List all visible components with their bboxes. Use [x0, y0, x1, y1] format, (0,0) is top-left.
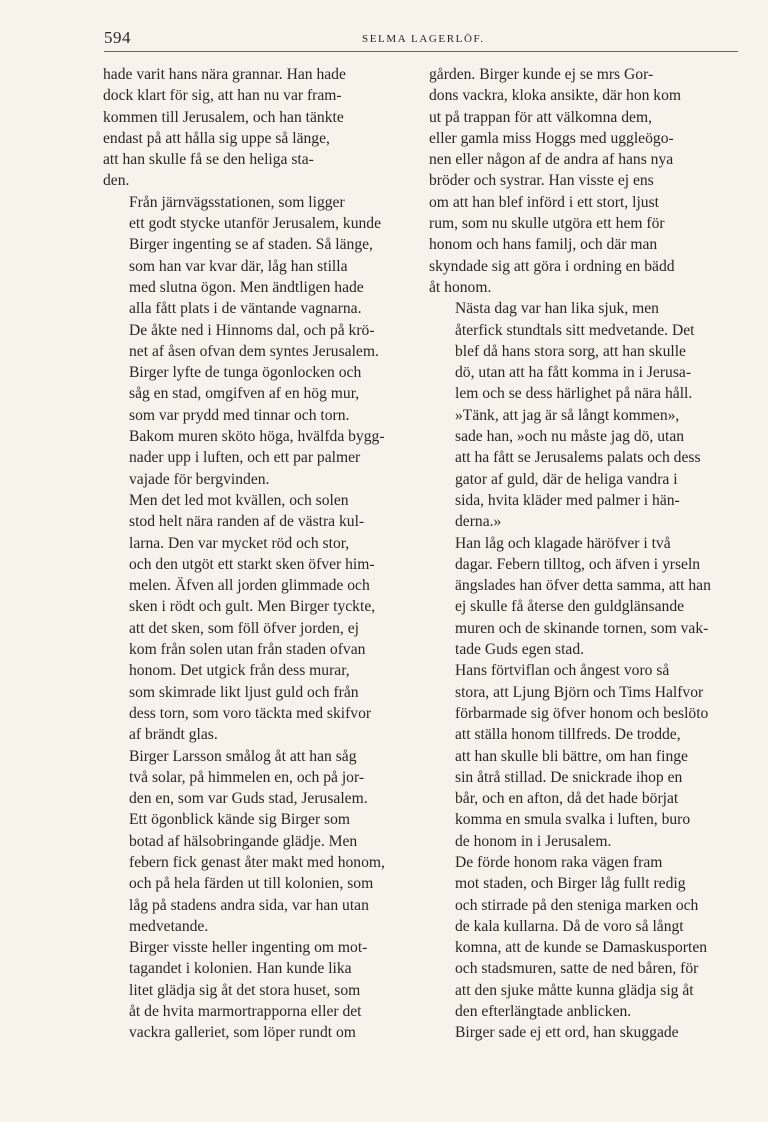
text-line: stora, att Ljung Björn och Tims Halfvor [455, 683, 704, 701]
text-line: åt de hvita marmortrapporna eller det [129, 1003, 362, 1021]
text-line: lem och se dess härlighet på nära håll. [455, 385, 693, 403]
text-line: att ha fått se Jerusalems palats och dess [455, 449, 701, 467]
text-line: alla fått plats i de väntande vagnarna. [129, 300, 362, 318]
text-line: litet glädja sig åt det stora huset, som [129, 981, 361, 999]
text-line: såg en stad, omgifven af en hög mur, [129, 385, 360, 403]
text-line: återfick stundtals sitt medvetande. Det [455, 321, 695, 339]
text-line: blef då hans stora sorg, att han skulle [455, 342, 686, 360]
text-line: ut på trappan för att välkomna dem, [429, 108, 653, 126]
text-line: bröder och systrar. Han visste ej ens [429, 172, 654, 190]
text-line: och på hela färden ut till kolonien, som [129, 875, 374, 893]
text-line: tade Guds egen stad. [455, 641, 585, 659]
text-line: två solar, på himmelen en, och på jor- [129, 768, 365, 786]
paragraph [429, 852, 737, 1022]
header-rule [104, 51, 738, 52]
text-line: derna.» [455, 513, 502, 531]
paragraph [429, 533, 737, 661]
text-line: kommen till Jerusalem, och han tänkte [103, 108, 344, 126]
text-line: om att han blef införd i ett stort, ljust [429, 193, 659, 211]
text-line: mot staden, och Birger låg fullt redig [455, 875, 686, 893]
text-line: att han skulle bli bättre, om han finge [455, 747, 688, 765]
text-line: sin åtrå stillad. De snickrade ihop en [455, 768, 683, 786]
text-line: skyndade sig att göra i ordning en bädd [429, 257, 675, 275]
page-number: 594 [104, 28, 131, 47]
paragraph [429, 660, 737, 852]
text-line: sida, hvita kläder med palmer i hän- [455, 491, 680, 509]
text-line: den efterlängtade anblicken. [455, 1003, 632, 1021]
paragraph [103, 64, 409, 192]
text-line: komna, att de kunde se Damaskusporten [455, 939, 708, 957]
text-line: tagandet i kolonien. Han kunde lika [129, 960, 352, 978]
text-line: Bakom muren sköto höga, hvälfda bygg- [129, 428, 385, 446]
text-line: Men det led mot kvällen, och solen [129, 491, 349, 509]
text-line: dö, utan att ha fått komma in i Jerusa- [455, 364, 692, 382]
paragraph [429, 1022, 737, 1043]
text-line: endast på att hålla sig uppe så länge, [103, 129, 330, 147]
text-line: och stirrade på den steniga marken och [455, 896, 699, 914]
text-line: honom. Det utgick från dess murar, [129, 662, 350, 680]
text-line: vajade för bergvinden. [129, 470, 270, 488]
text-line: honom och hans familj, och där man [429, 236, 658, 254]
paragraph [103, 192, 409, 362]
text-line: de kala kullarna. Då de voro så långt [455, 917, 684, 935]
text-line: att det sken, som föll öfver jorden, ej [129, 619, 359, 637]
paragraph [103, 937, 409, 1043]
text-line: att han skulle få se den heliga sta- [103, 151, 314, 169]
text-line: gården. Birger kunde ej se mrs Gor- [429, 66, 654, 83]
text-line: sken i rödt och gult. Men Birger tyckte, [129, 598, 376, 616]
left-column [103, 64, 409, 1044]
paragraph [429, 405, 737, 533]
text-line: nen eller någon af de andra af hans nya [429, 151, 674, 169]
text-line: som han var kvar där, låg han stilla [129, 257, 348, 275]
text-line: Nästa dag var han lika sjuk, men [455, 300, 659, 318]
text-line: eller gamla miss Hoggs med uggleögo- [429, 129, 674, 147]
text-line: bår, och en afton, då det hade börjat [455, 790, 679, 808]
text-line: Birger lyfte de tunga ögonlocken och [129, 364, 362, 382]
text-line: larna. Den var mycket röd och stor, [129, 534, 350, 552]
text-line: Från järnvägsstationen, som ligger [129, 193, 345, 211]
text-line: den en, som var Guds stad, Jerusalem. [129, 790, 368, 808]
text-line: De åkte ned i Hinnoms dal, och på krö- [129, 321, 375, 339]
text-line: komma en smula svalka i luften, buro [455, 811, 691, 829]
paragraph [103, 809, 409, 937]
text-line: Birger Larsson smålog åt att han såg [129, 747, 357, 765]
text-line: febern fick genast åter makt med honom, [129, 853, 385, 871]
text-line: förbarmade sig öfver honom och beslöto [455, 704, 709, 722]
text-line: af brändt glas. [129, 726, 218, 744]
running-head: SELMA LAGERLÖF. [362, 33, 485, 45]
text-line: med slutna ögon. Men ändtligen hade [129, 278, 364, 296]
text-line: kom från solen utan från staden ofvan [129, 641, 366, 659]
text-line: som var prydd med tinnar och torn. [129, 406, 350, 424]
text-line: gator af guld, där de heliga vandra i [455, 470, 678, 488]
page-header [104, 28, 736, 52]
text-line: att ställa honom tillfreds. De trodde, [455, 726, 681, 744]
text-line: Birger sade ej ett ord, han skuggade [455, 1024, 679, 1042]
text-line: »Tänk, att jag är så långt kommen», [455, 406, 680, 424]
text-line: vackra galleriet, som löper rundt om [129, 1024, 356, 1042]
text-line: dons vackra, kloka ansikte, där hon kom [429, 87, 682, 105]
text-line: hade varit hans nära grannar. Han hade [103, 66, 346, 83]
text-line: dock klart för sig, att han nu var fram- [103, 87, 342, 105]
text-line: dess torn, som voro täckta med skifvor [129, 704, 372, 722]
paragraph [103, 490, 409, 746]
text-line: Hans förtviflan och ångest voro så [455, 662, 670, 680]
text-line: nader upp i luften, och ett par palmer [129, 449, 361, 467]
text-line: ängslades han öfver detta samma, att han [455, 577, 711, 595]
text-line: och stadsmuren, satte de ned båren, för [455, 960, 699, 978]
text-line: sade han, »och nu måste jag dö, utan [455, 428, 685, 446]
text-line: låg på stadens andra sida, var han utan [129, 896, 369, 914]
text-line: rum, som nu skulle utgöra ett hem för [429, 215, 665, 233]
text-line: melen. Äfven all jorden glimmade och [129, 577, 370, 595]
text-line: de honom in i Jerusalem. [455, 832, 612, 850]
text-line: Birger ingenting se af staden. Så länge, [129, 236, 373, 254]
text-line: Ett ögonblick kände sig Birger som [129, 811, 351, 829]
paragraph [429, 298, 737, 404]
text-line: den. [103, 172, 130, 190]
paragraph [103, 746, 409, 810]
text-line: botad af hälsobringande glädje. Men [129, 832, 358, 850]
text-line: ej skulle få återse den guldglänsande [455, 598, 685, 616]
text-line: stod helt nära randen af de västra kul- [129, 513, 365, 531]
text-line: dagar. Febern tilltog, och äfven i yrseln [455, 555, 701, 573]
right-column [429, 64, 737, 1044]
text-line: muren och de skinande tornen, som vak- [455, 619, 709, 637]
text-line: att den sjuke måtte kunna glädja sig åt [455, 981, 694, 999]
text-line: De förde honom raka vägen fram [455, 853, 663, 871]
text-line: Birger visste heller ingenting om mot- [129, 939, 368, 957]
text-line: medvetande. [129, 917, 209, 935]
text-line: ett godt stycke utanför Jerusalem, kunde [129, 215, 382, 233]
paragraph [429, 64, 737, 298]
text-line: och den utgöt ett starkt sken öfver him- [129, 555, 375, 573]
text-line: åt honom. [429, 278, 492, 296]
text-line: som skimrade likt ljust guld och från [129, 683, 359, 701]
paragraph [103, 362, 409, 490]
text-line: Han låg och klagade häröfver i två [455, 534, 671, 552]
text-line: net af åsen ofvan dem syntes Jerusalem. [129, 342, 379, 360]
